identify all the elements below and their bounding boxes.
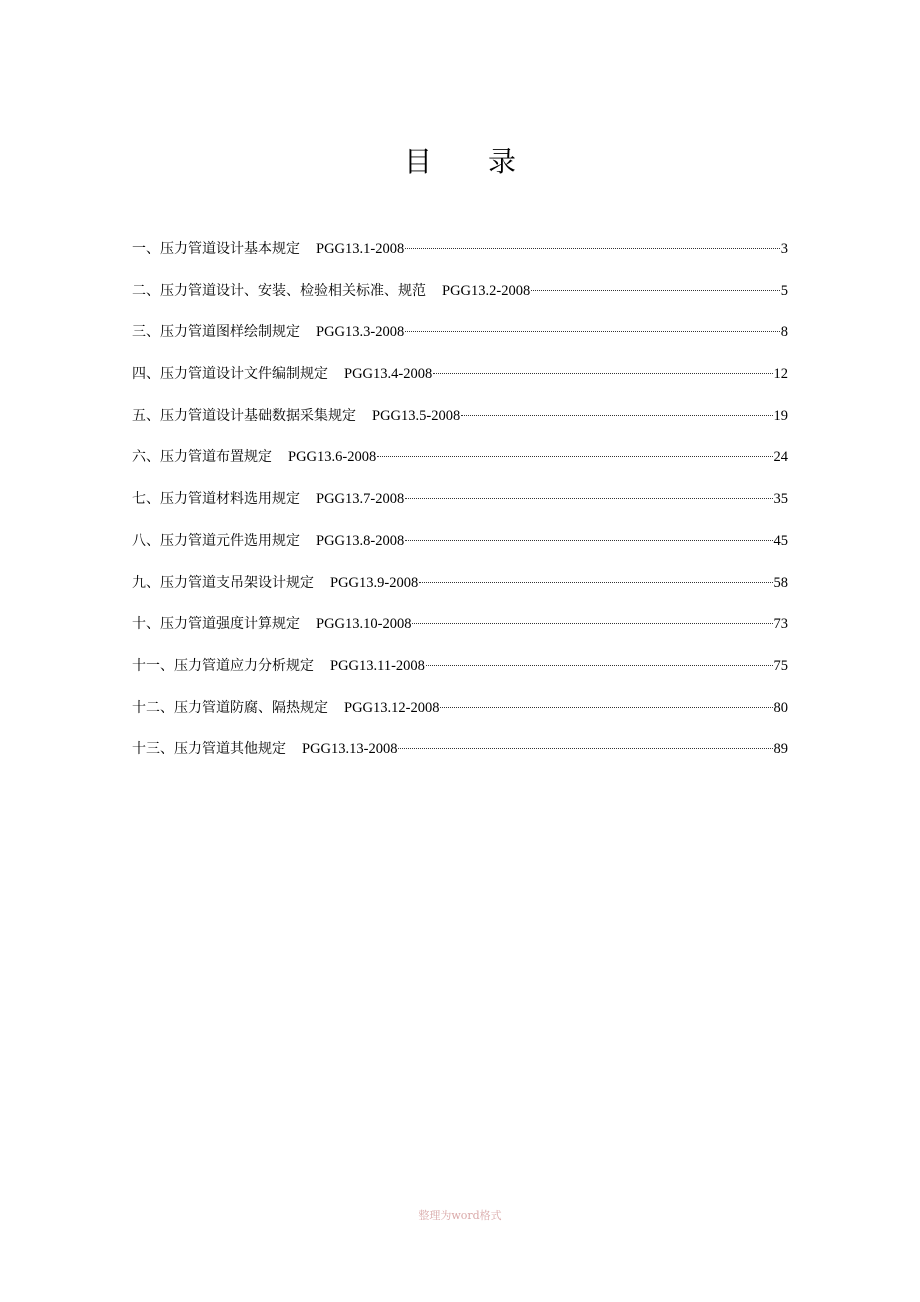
toc-entry-code: PGG13.6-2008 xyxy=(288,449,377,466)
toc-entry-dot-leader xyxy=(419,581,772,583)
toc-entry-dot-leader xyxy=(426,664,773,666)
toc-entry-page-number: 45 xyxy=(773,532,788,549)
toc-entry-dot-leader xyxy=(433,372,772,374)
toc-entry[interactable] xyxy=(132,486,788,528)
toc-entry-label: 八、压力管道元件选用规定 xyxy=(132,532,300,549)
toc-entry-dot-leader xyxy=(531,289,780,291)
toc-entry-dot-leader xyxy=(405,497,772,499)
toc-entry[interactable] xyxy=(132,570,788,612)
toc-entry-label: 一、压力管道设计基本规定 xyxy=(132,241,300,257)
toc-entry-label: 四、压力管道设计文件编制规定 xyxy=(132,366,328,383)
toc-entry-code: PGG13.13-2008 xyxy=(302,741,398,758)
toc-entry-code: PGG13.5-2008 xyxy=(372,407,461,424)
toc-entry-code: PGG13.3-2008 xyxy=(316,324,405,341)
toc-entry-label: 十、压力管道强度计算规定 xyxy=(132,616,300,633)
toc-entry[interactable] xyxy=(132,653,788,695)
toc-entry-label: 七、压力管道材料选用规定 xyxy=(132,491,300,508)
toc-entry-page-number: 5 xyxy=(780,282,788,299)
toc-entry-dot-leader xyxy=(405,330,780,332)
toc-entry-code: PGG13.9-2008 xyxy=(330,574,419,591)
toc-entry[interactable] xyxy=(132,444,788,486)
toc-entry-dot-leader xyxy=(405,539,772,541)
toc-entry-dot-leader xyxy=(405,247,780,249)
toc-title-char-2: 录 xyxy=(488,145,573,178)
toc-entry-page-number: 35 xyxy=(773,491,788,508)
toc-title-char-1: 目 xyxy=(403,145,488,178)
toc-entry-page-number: 80 xyxy=(773,699,788,716)
toc-entry[interactable] xyxy=(132,319,788,361)
toc-entry-page-number: 8 xyxy=(780,324,788,341)
toc-entry-dot-leader xyxy=(412,622,772,624)
toc-entry[interactable] xyxy=(132,528,788,570)
toc-entry-code: PGG13.2-2008 xyxy=(442,282,531,299)
toc-entry-label: 三、压力管道图样绘制规定 xyxy=(132,324,300,341)
toc-entry-page-number: 19 xyxy=(773,407,788,424)
toc-entry-code: PGG13.8-2008 xyxy=(316,532,405,549)
toc-list xyxy=(132,236,788,778)
toc-entry-dot-leader xyxy=(461,414,772,416)
toc-entry[interactable] xyxy=(132,361,788,403)
toc-entry-page-number: 3 xyxy=(780,241,788,257)
toc-entry-label: 十二、压力管道防腐、隔热规定 xyxy=(132,699,328,716)
toc-entry-code: PGG13.11-2008 xyxy=(330,657,425,674)
toc-entry-dot-leader xyxy=(398,747,772,749)
toc-entry-page-number: 89 xyxy=(773,741,788,758)
toc-title xyxy=(0,142,920,182)
toc-entry-dot-leader xyxy=(440,706,772,708)
toc-entry-code: PGG13.7-2008 xyxy=(316,491,405,508)
toc-entry-label: 十一、压力管道应力分析规定 xyxy=(132,657,314,674)
toc-entry-label: 六、压力管道布置规定 xyxy=(132,449,272,466)
toc-entry[interactable] xyxy=(132,611,788,653)
toc-entry-label: 九、压力管道支吊架设计规定 xyxy=(132,574,314,591)
toc-entry-page-number: 73 xyxy=(773,616,788,633)
toc-entry-page-number: 24 xyxy=(773,449,788,466)
toc-entry[interactable] xyxy=(132,236,788,278)
toc-entry-label: 二、压力管道设计、安装、检验相关标准、规范 xyxy=(132,282,426,299)
toc-entry-label: 十三、压力管道其他规定 xyxy=(132,741,286,758)
toc-entry-code: PGG13.10-2008 xyxy=(316,616,412,633)
toc-entry-code: PGG13.1-2008 xyxy=(316,241,405,257)
toc-entry-code: PGG13.12-2008 xyxy=(344,699,440,716)
toc-entry[interactable] xyxy=(132,278,788,320)
toc-entry-label: 五、压力管道设计基础数据采集规定 xyxy=(132,407,356,424)
toc-entry-page-number: 58 xyxy=(773,574,788,591)
toc-entry[interactable] xyxy=(132,736,788,778)
toc-entry-code: PGG13.4-2008 xyxy=(344,366,433,383)
footer-watermark: 整理为word格式 xyxy=(418,1209,502,1222)
toc-entry[interactable] xyxy=(132,403,788,445)
toc-entry-page-number: 12 xyxy=(773,366,788,383)
toc-entry[interactable] xyxy=(132,695,788,737)
toc-entry-page-number: 75 xyxy=(773,657,788,674)
toc-entry-dot-leader xyxy=(377,455,772,457)
